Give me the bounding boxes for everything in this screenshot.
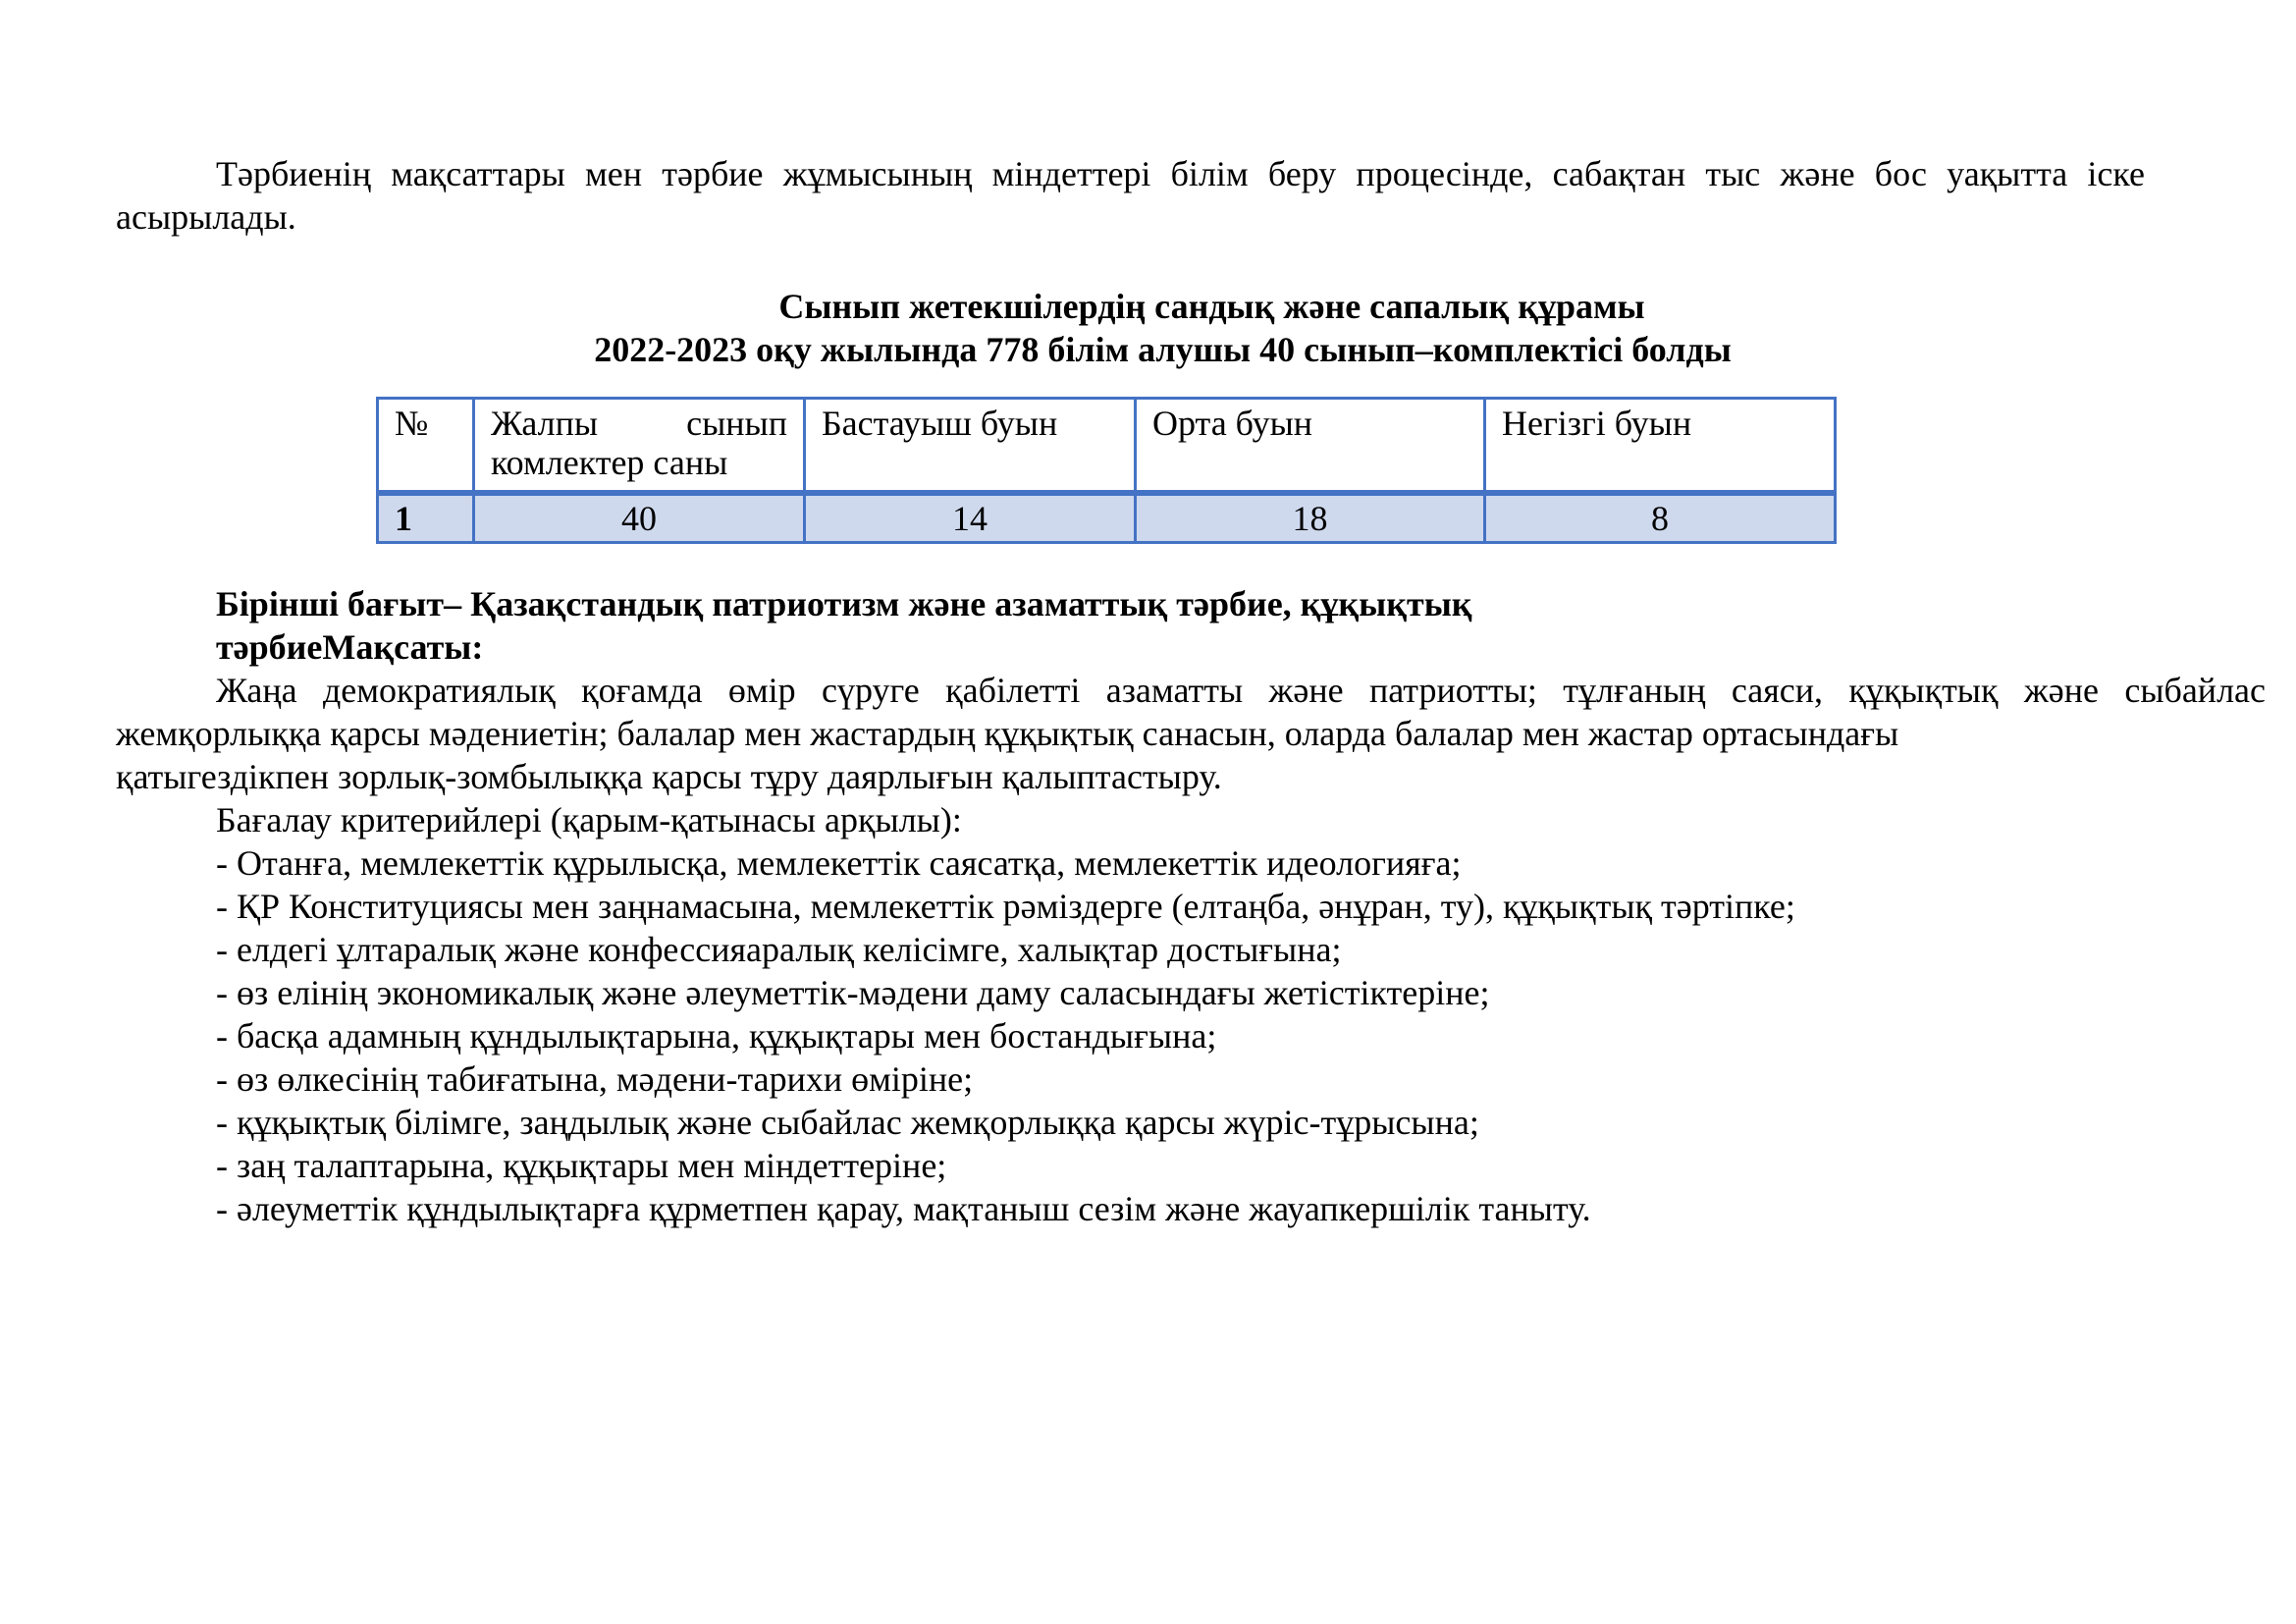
header-senior: Негізгі буын [1485,399,1836,494]
cell-num: 1 [378,493,474,543]
list-item: - өз елінің экономикалық және әлеуметтік-мәдени даму саласындағы жетістіктеріне; [216,973,1490,1012]
criteria-title: Бағалау критерийлері (қарым-қатынасы арқылы): [216,800,962,839]
list-item: - өз өлкесінің табиғатына, мәдени-тарихи өміріне; [216,1059,974,1099]
cell-senior: 8 [1485,493,1836,543]
goal-line-3: қатыгездікпен зорлық-зомбылыққа қарсы тұру даярлығын қалыптастыру. [116,757,1222,796]
goal-line-1: Жаңа демократиялық қоғамда өмір сүруге қабілетті азаматты және патриотты; тұлғаның саяси, құқықтық және сыбайлас [216,671,2266,710]
header-total-line-2: комлектер саны [491,443,728,482]
heading-line-1: Сынып жетекшілердің сандық және сапалық құрамы [778,287,1645,326]
section-title-line-1: Бірінші бағыт– Қазақстандық патриотизм және азаматтық тәрбие, құқықтық [216,584,1472,623]
intro-line-1: Тәрбиенің мақсаттары мен тәрбие жұмысының міндеттері білім беру процесінде, сабақтан тыс және бос уақытта іске [216,154,2145,193]
cell-primary: 14 [805,493,1136,543]
list-item: - басқа адамның құндылықтарына, құқықтары мен бостандығына; [216,1016,1217,1056]
intro-line-2: асырылады. [116,197,296,237]
header-total [474,399,805,494]
heading-line-2: 2022-2023 оқу жылында 778 білім алушы 40 сынып–комплектісі болды [594,330,1732,369]
list-item: - заң талаптарына, құқықтары мен міндеттеріне; [216,1146,947,1185]
class-composition-table [376,397,1837,544]
header-num: № [378,399,474,494]
header-middle: Орта буын [1136,399,1485,494]
list-item: - Отанға, мемлекеттік құрылысқа, мемлекеттік саясатқа, мемлекеттік идеологияға; [216,843,1462,883]
list-item: - құқықтық білімге, заңдылық және сыбайлас жемқорлыққа қарсы жүріс-тұрысына; [216,1103,1479,1142]
cell-middle: 18 [1136,493,1485,543]
goal-line-2: жемқорлыққа қарсы мәдениетін; балалар мен жастардың құқықтық санасын, оларда балалар мен жастар ортасындағы [116,714,1899,753]
header-primary: Бастауыш буын [805,399,1136,494]
header-total-line-1: Жалпы сынып [491,404,787,443]
table-row [378,493,1836,543]
section-title-line-2: тәрбиеМақсаты: [216,627,484,667]
table-header-row [378,399,1836,494]
list-item: - ҚР Конституциясы мен заңнамасына, мемлекеттік рәміздерге (елтаңба, әнұран, ту), құқықтық тәртіпке; [216,887,1795,926]
list-item: - әлеуметтік құндылықтарға құрметпен қарау, мақтаныш сезім және жауапкершілік таныту. [216,1189,1591,1228]
list-item: - елдегі ұлтаралық және конфессияаралық келісімге, халықтар достығына; [216,930,1342,969]
cell-total: 40 [474,493,805,543]
